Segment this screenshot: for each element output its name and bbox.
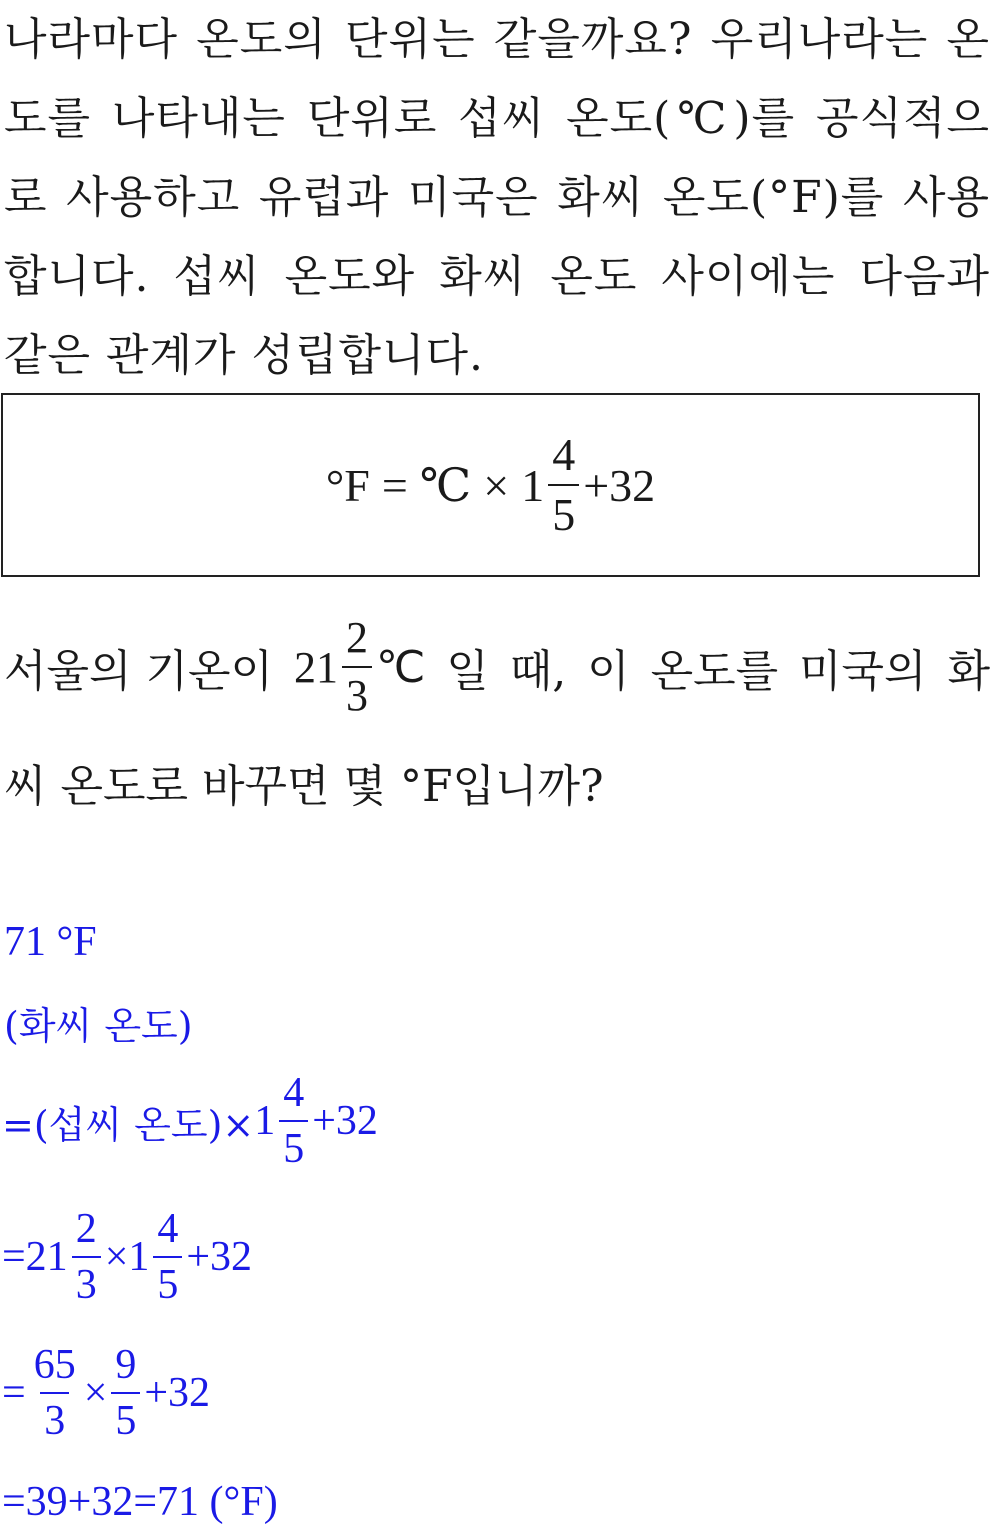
conversion-formula <box>3 395 978 575</box>
fraction <box>548 429 579 540</box>
question-line-1 <box>4 612 990 722</box>
step-text: =(섭씨 온도)× <box>2 1102 255 1147</box>
question-text: 서울의 기온이 <box>4 646 274 697</box>
question-word: 화 <box>947 646 990 697</box>
numerator: 9 <box>115 1342 137 1388</box>
denominator: 5 <box>153 1256 182 1306</box>
fraction <box>111 1344 140 1442</box>
solution-step-3 <box>2 1344 210 1442</box>
answer-value: 71 °F <box>4 919 97 965</box>
denominator: 5 <box>548 484 579 538</box>
numerator: 4 <box>283 1070 305 1116</box>
fraction <box>342 613 372 720</box>
temperature-value <box>293 613 426 720</box>
times-sign: × <box>483 459 510 511</box>
question-line-2: 씨 온도로 바꾸면 몇 °F입니까? <box>4 761 604 812</box>
answer-label: (화씨 온도) <box>4 1004 193 1048</box>
numerator: 65 <box>33 1342 76 1388</box>
numerator: 2 <box>345 613 368 662</box>
numerator: 4 <box>552 429 576 480</box>
step-text: = <box>2 1370 26 1416</box>
celsius-symbol: ℃ <box>419 460 472 511</box>
problem-intro: 나라마다 온도의 단위는 같을까요? 우리나라는 온도를 나타내는 단위로 섭씨 온도(℃)를 공식적으로 사용하고 유럽과 미국은 화씨 온도(°F)를 사용합니다. 섭씨 온도와 화씨 온도 사이에는 다음과 같은 관계가 성립합니다. <box>4 14 990 381</box>
fraction <box>279 1072 308 1170</box>
fraction <box>153 1208 182 1306</box>
equals-sign: = <box>381 459 408 511</box>
solution-step-4 <box>2 1478 278 1526</box>
mixed-whole: 21 <box>293 642 338 692</box>
fahrenheit-symbol: °F <box>325 459 370 511</box>
question-word: 미국의 <box>799 646 927 697</box>
fraction <box>72 1208 101 1306</box>
celsius-symbol: ℃ <box>375 642 426 692</box>
denominator: 3 <box>342 666 372 718</box>
step-text: =21 <box>2 1234 68 1280</box>
mixed-whole: 1 <box>521 459 545 511</box>
solution-step-1 <box>2 1072 378 1170</box>
denominator: 3 <box>40 1392 69 1442</box>
step-text: +32 <box>144 1370 211 1416</box>
step-text: ×1 <box>104 1234 150 1280</box>
step-text: +32 <box>186 1234 253 1280</box>
question-word: 일 <box>446 646 489 697</box>
formula-box <box>1 393 980 577</box>
question-word: 때, <box>509 646 567 697</box>
denominator: 3 <box>72 1256 101 1306</box>
plus-constant: +32 <box>583 459 656 511</box>
fraction <box>30 1344 80 1442</box>
numerator: 2 <box>75 1206 97 1252</box>
numerator: 4 <box>157 1206 179 1252</box>
step-text: =39+32=71 (°F) <box>2 1479 278 1525</box>
denominator: 5 <box>111 1392 140 1442</box>
question-word: 온도를 <box>650 646 779 697</box>
question-word: 이 <box>587 646 630 697</box>
step-text: +32 <box>312 1098 378 1144</box>
denominator: 5 <box>279 1120 308 1170</box>
solution-step-2 <box>2 1208 252 1306</box>
mixed-whole: 1 <box>254 1098 276 1144</box>
step-text: × <box>83 1370 108 1416</box>
